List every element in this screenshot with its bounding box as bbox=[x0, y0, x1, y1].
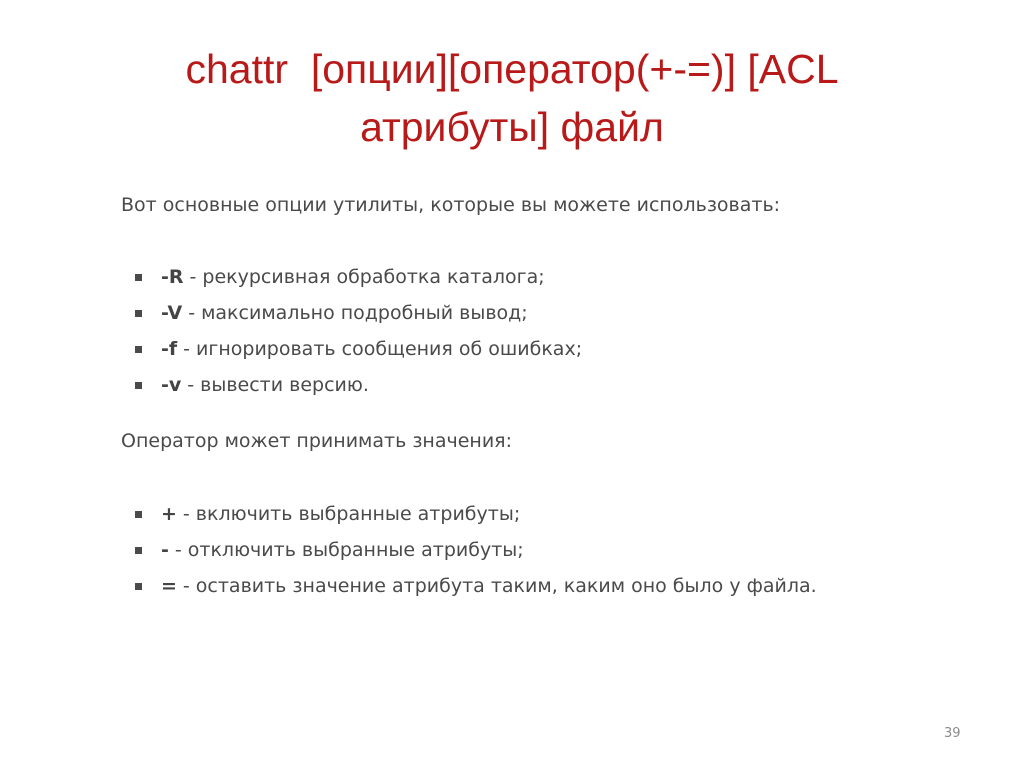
option-description: игнорировать сообщения об ошибках; bbox=[196, 338, 583, 360]
options-intro: Вот основные опции утилиты, которые вы можете использовать: bbox=[121, 194, 781, 216]
square-bullet-icon bbox=[135, 346, 142, 353]
square-bullet-icon bbox=[135, 583, 142, 590]
separator: - bbox=[183, 338, 191, 360]
page-number: 39 bbox=[944, 726, 961, 741]
list-item-option-R bbox=[135, 259, 582, 295]
separator: - bbox=[189, 266, 197, 288]
square-bullet-icon bbox=[135, 274, 142, 281]
operator-symbol: + bbox=[161, 503, 177, 525]
title-line-2: атрибуты] файл bbox=[360, 104, 664, 150]
operator-intro: Оператор может принимать значения: bbox=[121, 430, 513, 452]
separator: - bbox=[187, 374, 195, 396]
option-flag: -f bbox=[161, 338, 178, 360]
operator-description: отключить выбранные атрибуты; bbox=[187, 539, 524, 561]
operator-description: включить выбранные атрибуты; bbox=[195, 503, 521, 525]
option-flag: -R bbox=[161, 266, 184, 288]
list-item-operator-minus bbox=[135, 532, 817, 568]
option-description: максимально подробный вывод; bbox=[201, 302, 528, 324]
option-flag: -V bbox=[161, 302, 183, 324]
separator: - bbox=[174, 539, 182, 561]
option-flag: -v bbox=[161, 374, 182, 396]
operators-list bbox=[135, 496, 817, 604]
operator-symbol: = bbox=[161, 575, 177, 597]
separator: - bbox=[182, 503, 190, 525]
operator-description: оставить значение атрибута таким, каким оно было у файла. bbox=[195, 575, 817, 597]
square-bullet-icon bbox=[135, 382, 142, 389]
square-bullet-icon bbox=[135, 511, 142, 518]
operator-symbol: - bbox=[161, 539, 169, 561]
slide-title bbox=[60, 40, 964, 156]
separator: - bbox=[188, 302, 196, 324]
square-bullet-icon bbox=[135, 547, 142, 554]
separator: - bbox=[182, 575, 190, 597]
list-item-option-V bbox=[135, 295, 582, 331]
square-bullet-icon bbox=[135, 310, 142, 317]
list-item-option-f bbox=[135, 331, 582, 367]
list-item-operator-equals bbox=[135, 568, 817, 604]
option-description: рекурсивная обработка каталога; bbox=[202, 266, 545, 288]
list-item-option-v bbox=[135, 367, 582, 403]
title-line-1: chattr [опции][оператор(+-=)] [ACL bbox=[185, 46, 839, 92]
options-list bbox=[135, 259, 582, 403]
list-item-operator-plus bbox=[135, 496, 817, 532]
option-description: вывести версию. bbox=[200, 374, 369, 396]
